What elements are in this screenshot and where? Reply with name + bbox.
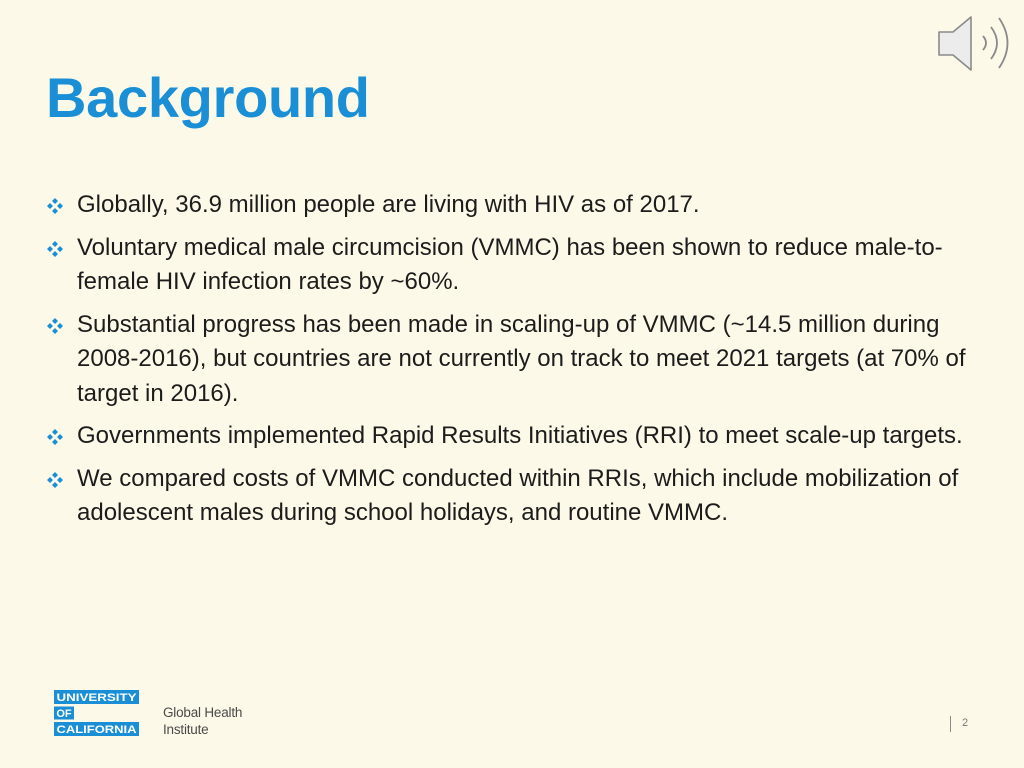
bullet-text: We compared costs of VMMC conducted within RRIs, which include mobilization of adolescent males during school holidays, and routine VMMC. xyxy=(77,464,959,526)
bullet-item xyxy=(46,419,976,454)
bullet-text: Voluntary medical male circumcision (VMMC) has been shown to reduce male-to-female HIV infection rates by ~60%. xyxy=(77,233,943,295)
diamond-bullet-icon xyxy=(46,428,64,446)
bullet-item xyxy=(46,188,976,223)
logo-uc-line-1: UNIVERSITY xyxy=(56,692,138,704)
logo-uc-line-3: CALIFORNIA xyxy=(56,724,137,736)
bullet-text: Governments implemented Rapid Results Initiatives (RRI) to meet scale-up targets. xyxy=(77,422,963,449)
global-health-institute-logo xyxy=(163,704,242,738)
bullet-item xyxy=(46,462,976,531)
diamond-bullet-icon xyxy=(46,317,64,335)
diamond-bullet-icon xyxy=(46,240,64,258)
bullet-item xyxy=(46,308,976,412)
bullet-item xyxy=(46,231,976,300)
bullet-text: Substantial progress has been made in scaling-up of VMMC (~14.5 million during 2008-2016), but countries are not currently on track to meet 2021 targets (at 70% of target in 2016). xyxy=(77,310,966,407)
slide-title: Background xyxy=(46,66,370,129)
diamond-bullet-icon xyxy=(46,471,64,489)
page-number-divider xyxy=(950,716,951,732)
page-number: 2 xyxy=(962,717,969,729)
logo-ghi-line-1: Global Health xyxy=(163,705,243,720)
diamond-bullet-icon xyxy=(46,197,64,215)
bullet-text: Globally, 36.9 million people are living with HIV as of 2017. xyxy=(77,191,700,218)
logo-uc-line-2: OF xyxy=(56,708,72,720)
logo-ghi-line-2: Institute xyxy=(163,722,209,737)
university-of-california-logo xyxy=(54,690,139,737)
speaker-icon[interactable] xyxy=(936,10,1018,76)
bullet-list xyxy=(46,188,976,539)
